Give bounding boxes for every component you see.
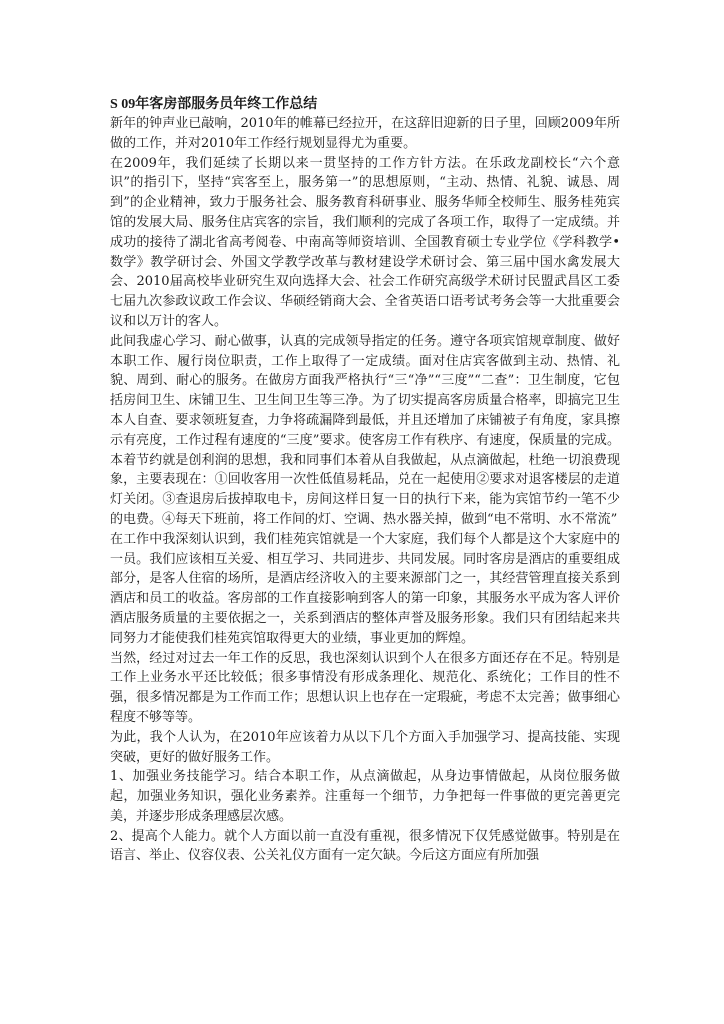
document-page [110, 95, 620, 866]
paragraph-reflection: 当然，经过对过去一年工作的反思，我也深刻认识到个人在很多方面还存在不足。特别是工作上业务水平还比较低；很多事情没有形成条理化、规范化、系统化；工作目的性不强，很多情况都是为工作而工作；思想认识上也存在一定瑕疵，考虑不太完善；做事细心程度不够等等。 [110, 650, 620, 725]
paragraph-plan-intro: 为此，我个人认为，在2010年应该着力从以下几个方面入手加强学习、提高技能、实现突破，更好的做好服务工作。 [110, 729, 620, 765]
paragraph-intro: 新年的钟声业已敲响，2010年的帷幕已经拉开，在这辞旧迎新的日子里，回顾2009年所做的工作，并对2010年工作经行规划显得尤为重要。 [110, 116, 620, 151]
paragraph-achievements: 在2009年，我们延续了长期以来一贯坚持的工作方针方法。在乐政龙副校长“六个意识”的指引下，坚持“宾客至上，服务第一”的思想原则，“主动、热情、礼貌、诚恳、周到”的企业精神，致力于服务社会、服务教育科研事业、服务华师全校师生、服务桂苑宾馆的发展大局、服务住店宾客的宗旨，我们顺利的完成了各项工作，取得了一定成绩。并成功的接待了湖北省高考阅卷、中南高等师资培训、全国教育硕士专业学位《学科教学•数学》教学研讨会、外国文学教学改革与教材建设学术研讨会、第三届中国水禽发展大会、2010届高校毕业研究生双向选择大会、社会工作研究高级学术研讨民盟武昌区工委七届九次参政议政工作会议、华硕经销商大会、全省英语口语考试考务会等一大批重要会议和以万计的客人。 [110, 155, 620, 329]
paragraph-plan-item-1: 1、加强业务技能学习。结合本职工作，从点滴做起，从身边事情做起，从岗位服务做起，加强业务知识，强化业务素养。注重每一个细节，力争把每一件事做的更完善更完美，并逐步形成条理感层次感。 [110, 769, 620, 824]
paragraph-teamwork: 在工作中我深刻认识到，我们桂苑宾馆就是一个大家庭，我们每个人都是这个大家庭中的一员。我们应该相互关爱、相互学习、共同进步、共同发展。同时客房是酒店的重要组成部分，是客人住宿的场所，是酒店经济收入的主要来源部门之一，其经营管理直接关系到酒店和员工的收益。客房部的工作直接影响到客人的第一印象，其服务水平成为客人评价酒店服务质量的主要依据之一，关系到酒店的整体声誉及服务形象。我们只有团结起来共同努力才能使我们桂苑宾馆取得更大的业绩，事业更加的辉煌。 [110, 531, 620, 646]
paragraph-plan-item-2: 2、提高个人能力。就个人方面以前一直没有重视，很多情况下仅凭感觉做事。特别是在语言、举止、仪容仪表、公关礼仪方面有一定欠缺。今后这方面应有所加强 [110, 828, 620, 864]
document-title: S 09年客房部服务员年终工作总结 [110, 97, 318, 112]
paragraph-duties: 此间我虚心学习、耐心做事，认真的完成领导指定的任务。遵守各项宾馆规章制度、做好本职工作、履行岗位职责，工作上取得了一定成绩。面对住店宾客做到主动、热情、礼貌、周到、耐心的服务。在做房方面我严格执行“三“净”“三度”“二查”：卫生制度，它包括房间卫生、床铺卫生、卫生间卫生等三净。为了切实提高客房质量合格率，即搞完卫生本人自查、要求领班复查，力争将疏漏降到最低，并且还增加了床铺被子有角度，家具擦示有亮度，工作过程有速度的“三度”要求。使客房工作有秩序、有速度，保质量的完成。本着节约就是创利润的思想，我和同事们本着从自我做起，从点滴做起，杜绝一切浪费现象，主要表现在：①回收客用一次性低值易耗品，兑在一起使用②要求对退客楼层的走道灯关闭。③查退房后拔掉取电卡，房间这样日复一日的执行下来，能为宾馆节约一笔不少的电费。④每天下班前，将工作间的灯、空调、热水器关掉，做到“电不常明、水不常流” [110, 333, 620, 527]
